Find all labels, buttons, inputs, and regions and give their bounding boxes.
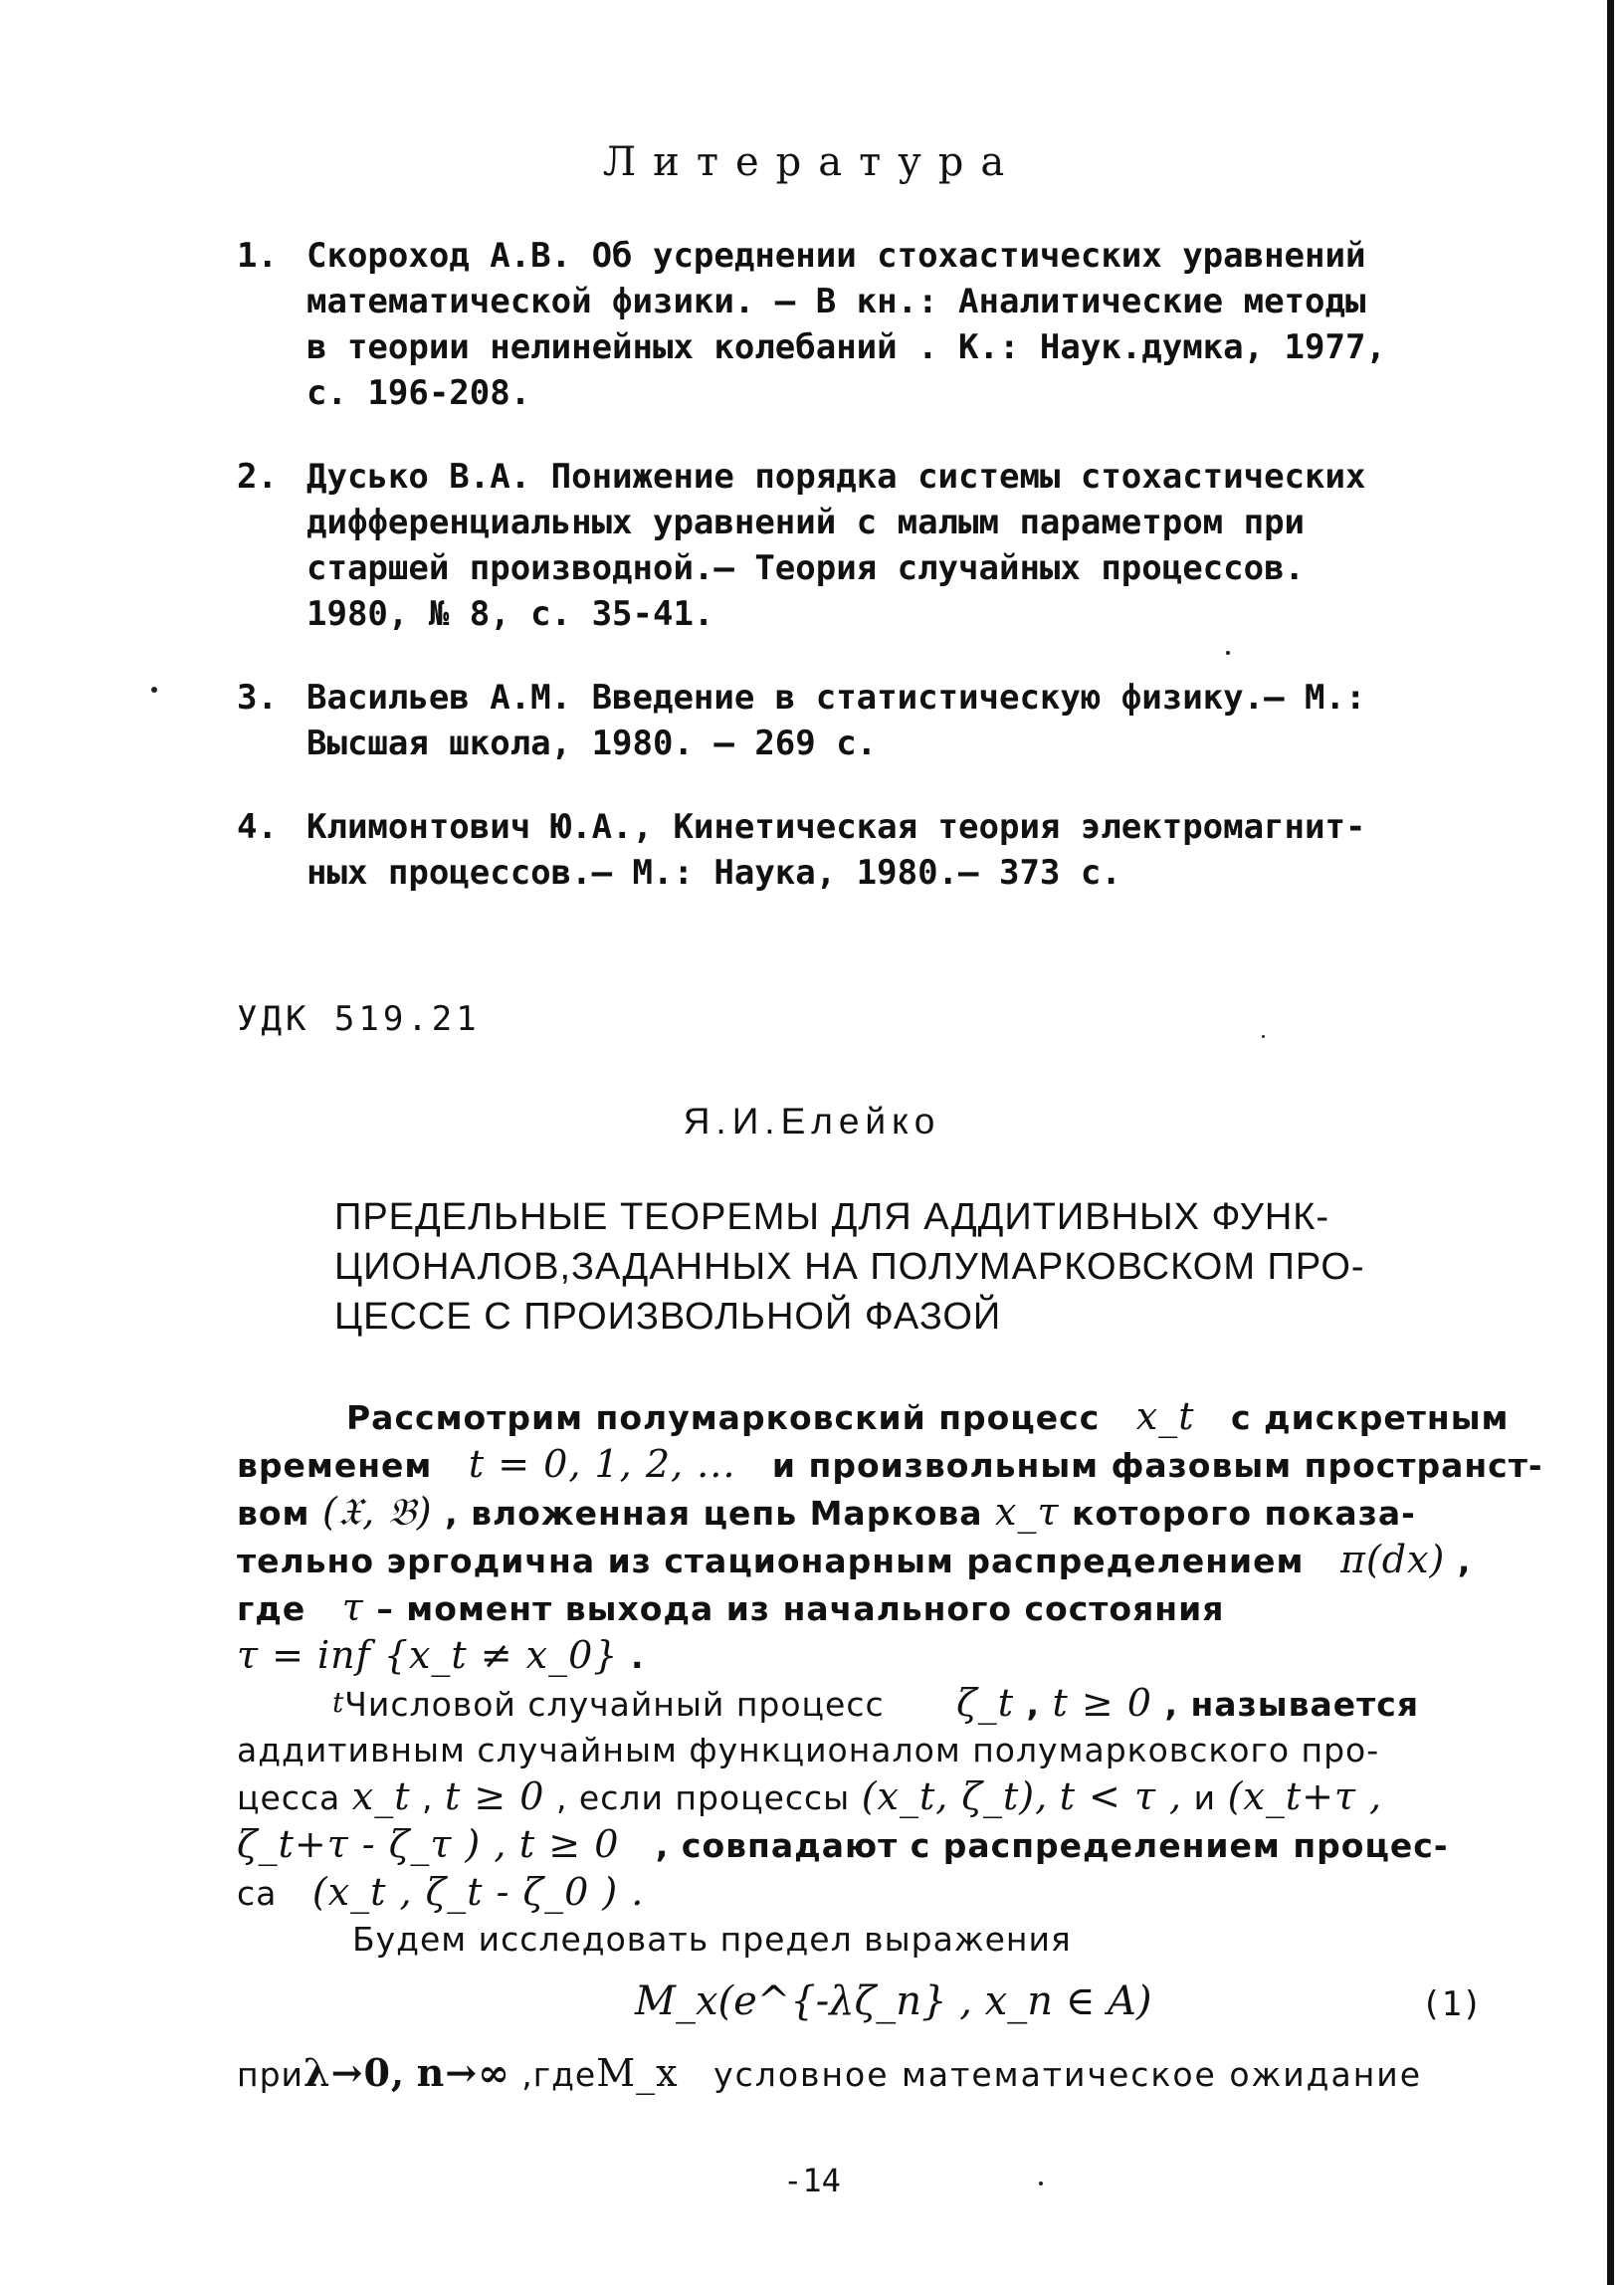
text-line: [237, 2050, 1560, 2098]
reference-line: 1980, № 8, с. 35-41.: [306, 594, 714, 634]
text-run: ,где: [521, 2055, 597, 2094]
text-line: [237, 1821, 1560, 1869]
text-run: условное математическое ожидание: [713, 2055, 1423, 2094]
formula-tau-definition: τ = inf {x_t ≠ x_0}: [237, 1633, 619, 1677]
text-run: с дискретным: [1230, 1398, 1510, 1437]
formula-expectation: M_x(e^{-λζ_n} , x_n ∈ A): [635, 1978, 1152, 2024]
reference-item: [237, 675, 1501, 766]
text-line: [237, 1869, 1560, 1917]
text-run: Числовой случайный процесс: [344, 1685, 885, 1724]
text-run: где: [237, 1589, 306, 1628]
formula-t-less-tau: t < τ ,: [1059, 1774, 1183, 1818]
formula-x-t: x_t: [351, 1774, 411, 1818]
formula-t-nonnegative: t ≥ 0: [518, 1822, 620, 1866]
formula-x-tau: x_τ: [995, 1490, 1060, 1534]
text-line: [237, 1680, 1560, 1728]
formula-number: (1): [1421, 1984, 1483, 2024]
text-run: ,: [1026, 1685, 1041, 1724]
text-run: – момент выхода из начального состояния: [376, 1589, 1225, 1628]
author-name: Я.И.Елейко: [683, 1101, 941, 1142]
article-title-line: ЦЕССЕ С ПРОИЗВОЛЬНОЙ ФАЗОЙ: [334, 1296, 1002, 1338]
text-line: [237, 1489, 1560, 1537]
udk-code: УДК 519.21: [237, 999, 481, 1039]
formula-t-nonnegative: t ≥ 0: [1052, 1681, 1152, 1725]
display-formula: [237, 1971, 1560, 2040]
article-body: [237, 1393, 1560, 2098]
text-run: цесса: [237, 1778, 341, 1817]
reference-number: 3.: [237, 678, 278, 718]
scan-speck: [151, 687, 157, 693]
text-run: .: [630, 1637, 645, 1676]
formula-zeta-increment: ζ_t+τ - ζ_τ ) ,: [237, 1822, 508, 1866]
reference-line: математической физики. – В кн.: Аналитические методы: [306, 282, 1366, 321]
reference-item: [237, 233, 1501, 416]
article-title: [334, 1192, 1528, 1342]
text-line: [237, 1537, 1560, 1584]
reference-line: Скороход А.В. Об усреднении стохастических уравнений: [306, 236, 1366, 276]
text-line: Будем исследовать предел выражения: [352, 1920, 1072, 1959]
text-run: ,: [421, 1778, 434, 1817]
reference-line: старшей производной.– Теория случайных процессов.: [306, 548, 1306, 588]
page-number: -14: [783, 2162, 841, 2199]
text-line: [237, 1584, 1560, 1632]
text-run: са: [237, 1874, 278, 1913]
reference-number: 4.: [237, 807, 278, 847]
text-run: , называется: [1164, 1685, 1420, 1724]
reference-line: с. 196-208.: [306, 373, 531, 413]
text-run: вом: [237, 1494, 310, 1533]
reference-line: в теории нелинейных колебаний . К.: Наук.думка, 1977,: [306, 327, 1386, 367]
reference-item: [237, 454, 1501, 637]
text-line: аддитивным случайным функционалом полумарковского про-: [237, 1731, 1380, 1769]
text-run: при: [237, 2055, 304, 2094]
text-line: [237, 1441, 1560, 1489]
text-run: , если процессы: [555, 1778, 851, 1817]
reference-line: Климонтович Ю.А., Кинетическая теория электромагнит-: [306, 807, 1366, 847]
text-run: , вложенная цепь Маркова: [445, 1494, 983, 1533]
text-run: временем: [237, 1446, 433, 1485]
formula-t-marker: t: [332, 1686, 345, 1719]
reference-line: дифференциальных уравнений с малым параметром при: [306, 503, 1306, 542]
formula-tau: τ: [341, 1585, 364, 1629]
formula-shifted-process: (x_t+τ ,: [1227, 1774, 1383, 1818]
formula-time-values: t = 0, 1, 2, ...: [468, 1442, 736, 1486]
formula-pair-process: (x_t, ζ_t),: [861, 1774, 1049, 1818]
reference-number: 2.: [237, 457, 278, 497]
formula-phase-space: (𝔛, 𝔅): [322, 1490, 433, 1534]
text-run: , совпадают с распределением процес-: [655, 1826, 1449, 1865]
text-line: [237, 1773, 1560, 1821]
formula-zeta-t: ζ_t: [956, 1681, 1014, 1725]
formula-x-t: x_t: [1135, 1394, 1195, 1438]
formula-m-x: M_x: [596, 2051, 679, 2095]
text-run: тельно эргодична из стационарным распределением: [237, 1542, 1305, 1580]
text-line: [237, 1632, 1560, 1680]
literature-heading: Литература: [602, 139, 1022, 185]
formula-lambda-limit: λ→0,: [303, 2050, 406, 2095]
reference-number: 1.: [237, 236, 278, 276]
reference-list: [237, 233, 1501, 934]
formula-n-limit: n→∞: [416, 2050, 510, 2095]
scan-edge-bar: [1607, 0, 1614, 2285]
text-run: ,: [1457, 1542, 1472, 1580]
reference-line: Дусько В.А. Понижение порядка системы стохастических: [306, 457, 1366, 497]
formula-t-nonnegative: t ≥ 0: [444, 1774, 545, 1818]
formula-stationary-distribution: π(dx): [1340, 1538, 1446, 1581]
article-title-line: ЦИОНАЛОВ,ЗАДАННЫХ НА ПОЛУМАРКОВСКОМ ПРО-: [334, 1246, 1365, 1288]
reference-line: ных процессов.– М.: Наука, 1980.– 373 с.: [306, 853, 1121, 893]
text-run: которого показа-: [1072, 1494, 1416, 1533]
scan-speck: [1262, 1035, 1265, 1038]
text-run: и: [1193, 1778, 1217, 1817]
text-line: [237, 1393, 1560, 1441]
formula-increment-process: (x_t , ζ_t - ζ_0 ) .: [311, 1870, 645, 1914]
reference-line: Васильев А.М. Введение в статистическую физику.– М.:: [306, 678, 1366, 718]
article-title-line: ПРЕДЕЛЬНЫЕ ТЕОРЕМЫ ДЛЯ АДДИТИВНЫХ ФУНК-: [334, 1196, 1330, 1238]
reference-item: [237, 804, 1501, 896]
text-run: Рассмотрим полумарковский процесс: [346, 1398, 1101, 1437]
text-run: и произвольным фазовым пространст-: [771, 1446, 1543, 1485]
reference-line: Высшая школа, 1980. – 269 с.: [306, 724, 878, 763]
